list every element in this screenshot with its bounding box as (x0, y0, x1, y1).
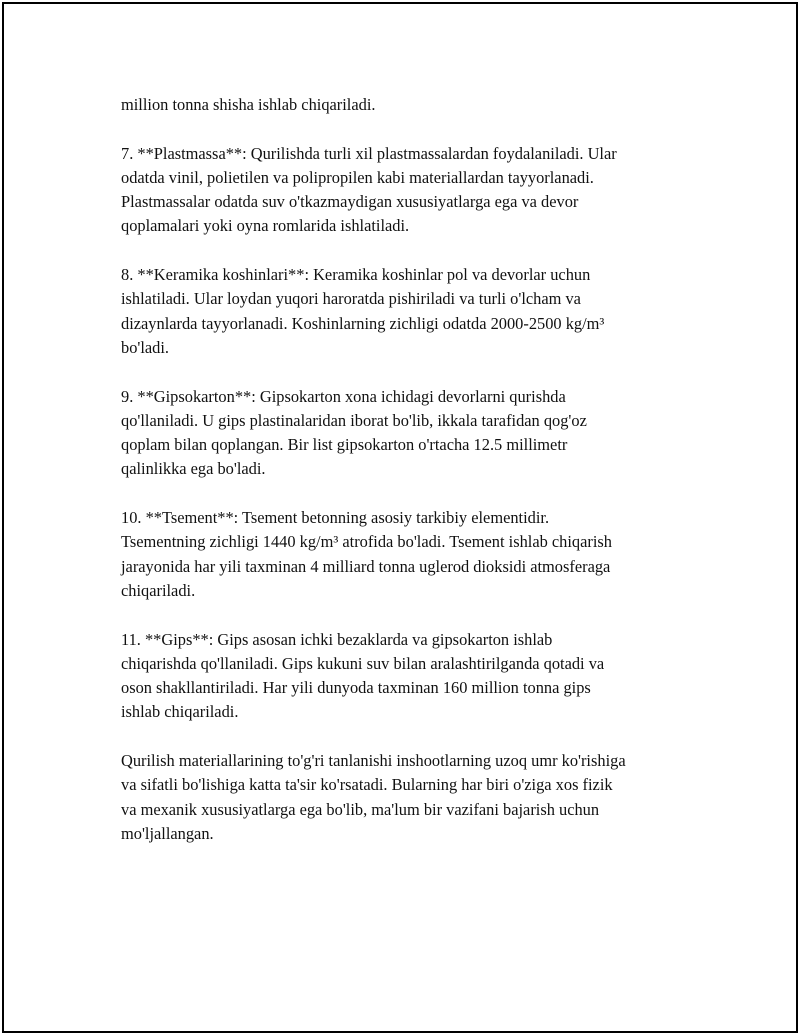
paragraph-plastmassa: 7. **Plastmassa**: Qurilishda turli xil plastmassalardan foydalaniladi. Ular odatda vinil, polietilen va polipropilen kabi materiallardan tayyorlanadi. Plastmassalar odatda suv o'tkazmaydigan xususiyatlarga ega va devor qoplamalari yoki oyna romlarida ishlatiladi. (121, 143, 617, 236)
paragraph-continuation: million tonna shisha ishlab chiqariladi. (121, 95, 376, 114)
paragraph-tsement: 10. **Tsement**: Tsement betonning asosiy tarkibiy elementidir. Tsementning zichligi 1440 kg/m³ atrofida bo'ladi. Tsement ishlab chiqarish jarayonida har yili taxminan 4 milliard tonna uglerod dioksidi atmosferaga chiqariladi. (121, 508, 612, 600)
paragraph-gipsokarton: 9. **Gipsokarton**: Gipsokarton xona ichidagi devorlarni qurishda qo'llaniladi. U gips plastinalaridan iborat bo'lib, ikkala tarafidan qog'oz qoplam bilan qoplangan. Bir list gipsokarton o'rtacha 12.5 millimetr qalinlikka ega bo'ladi. (121, 386, 587, 479)
document-body (121, 93, 701, 846)
paragraph-conclusion: Qurilish materiallarining to'g'ri tanlanishi inshootlarning uzoq umr ko'rishiga va sifatli bo'lishiga katta ta'sir ko'rsatadi. Bularning har biri o'ziga xos fizik va mexanik xususiyatlarga ega bo'lib, ma'lum bir vazifani bajarish uchun mo'ljallangan. (121, 751, 626, 843)
paragraph-gips: 11. **Gips**: Gips asosan ichki bezaklarda va gipsokarton ishlab chiqarishda qo'llaniladi. Gips kukuni suv bilan aralashtirilganda qotadi va oson shakllantiriladi. Har yili dunyoda taxminan 160 million tonna gips ishlab chiqariladi. (121, 629, 605, 722)
page-frame (2, 2, 798, 1033)
paragraph-keramika-koshinlari: 8. **Keramika koshinlari**: Keramika koshinlar pol va devorlar uchun ishlatiladi. Ular loydan yuqori haroratda pishiriladi va turli o'lcham va dizaynlarda tayyorlanadi. Koshinlarning zichligi odatda 2000-2500 kg/m³ bo'ladi. (121, 265, 605, 357)
